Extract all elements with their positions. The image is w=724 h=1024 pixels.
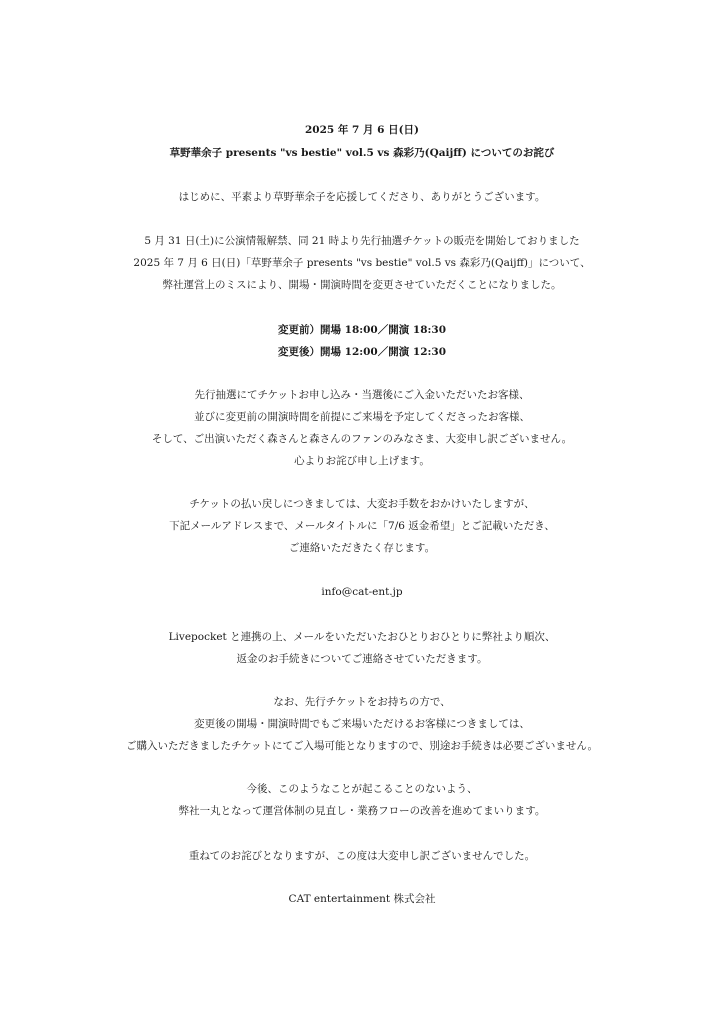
intro-text: はじめに、平素より草野華余子を応援してくださり、ありがとうございます。 (178, 191, 546, 203)
schedule-after: 変更後）開場 12:00／開演 12:30 (277, 346, 446, 358)
document-title: 草野華余子 presents "vs bestie" vol.5 vs 森彩乃(Qaijff) についてのお詫び (169, 147, 555, 159)
apology-line-4: 心よりお詫び申し上げます。 (294, 455, 430, 467)
improvement-line-2: 弊社一丸となって運営体制の見直し・業務フローの改善を進めてまいります。 (178, 805, 546, 817)
refund-process-line-1: Livepocket と連携の上、メールをいただいたおひとりおひとりに弊社より順次、 (168, 631, 556, 643)
apology-line-3: そして、ご出演いただく森さんと森さんのファンのみなさま、大変申し訳ございません。 (151, 433, 573, 445)
note-line-2: 変更後の開場・開演時間でもご来場いただけるお客様につきましては、 (194, 718, 530, 730)
schedule-before: 変更前）開場 18:00／開演 18:30 (277, 324, 446, 336)
apology-line-1: 先行抽選にてチケットお申し込み・当選後にご入金いただいたお客様、 (194, 389, 530, 401)
contact-email: info@cat-ent.jp (321, 586, 403, 598)
improvement-line-1: 今後、このようなことが起こることのないよう、 (246, 783, 478, 795)
note-line-1: なお、先行チケットをお持ちの方で、 (273, 696, 451, 708)
refund-request-line-1: チケットの払い戻しにつきましては、大変お手数をおかけいたしますが、 (189, 498, 535, 510)
refund-request-line-3: ご連絡いただきたく存じます。 (288, 542, 436, 554)
note-line-3: ご購入いただきましたチケットにてご入場可能となりますので、別途お手続きは必要ございません。 (126, 740, 598, 752)
apology-line-2: 並びに変更前の開演時間を前提にご来場を予定してくださったお客様、 (194, 411, 530, 423)
document-date: 2025 年 7 月 6 日(日) (304, 124, 420, 136)
change-notice-line-2: 2025 年 7 月 6 日(日)「草野華余子 presents "vs bestie" vol.5 vs 森彩乃(Qaijff)」について、 (133, 257, 591, 269)
change-notice-line-1: 5 月 31 日(土)に公演情報解禁、同 21 時より先行抽選チケットの販売を開始しておりました (144, 235, 580, 247)
closing-text: 重ねてのお詫びとなりますが、この度は大変申し訳ございませんでした。 (188, 850, 536, 862)
refund-request-line-2: 下記メールアドレスまで、メールタイトルに「7/6 返金希望」とご記載いただき、 (169, 520, 555, 532)
company-signature: CAT entertainment 株式会社 (288, 893, 436, 905)
change-notice-line-3: 弊社運営上のミスにより、開場・開演時間を変更させていただくことになりました。 (162, 279, 562, 291)
refund-process-line-2: 返金のお手続きについてご連絡させていただきます。 (236, 653, 488, 665)
